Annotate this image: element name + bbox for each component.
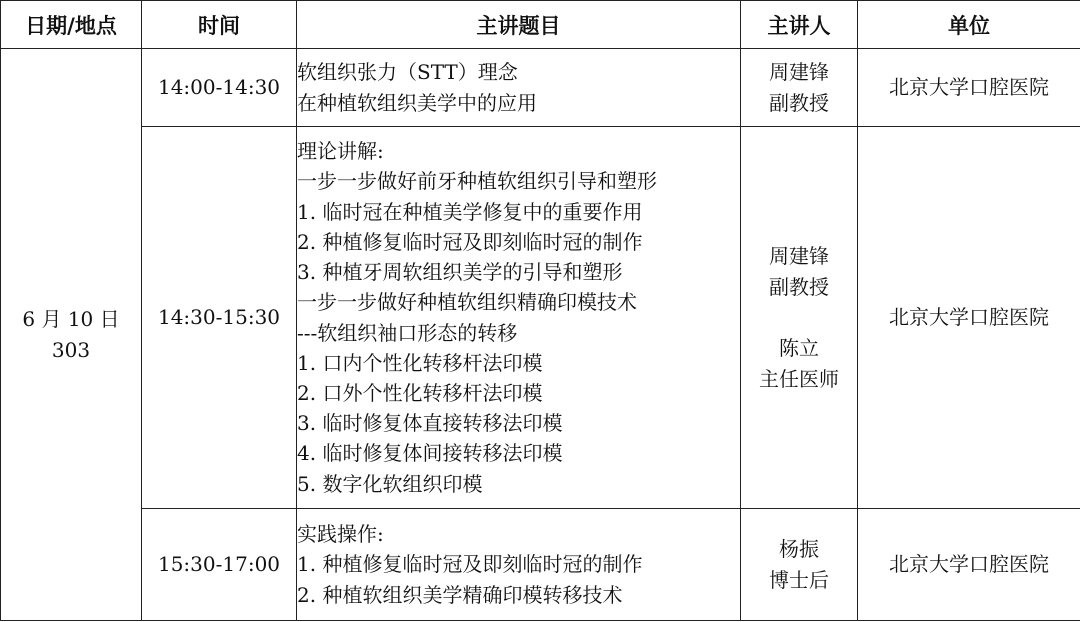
header-time: 时间	[142, 1, 297, 49]
topic-line: 1. 口内个性化转移杆法印模	[297, 350, 543, 375]
speaker-name: 陈立	[779, 335, 819, 360]
topic-line: ---软组织袖口形态的转移	[297, 320, 518, 345]
speaker-title: 主任医师	[759, 366, 839, 391]
speaker-title: 副教授	[769, 90, 829, 115]
speaker-title: 副教授	[769, 274, 829, 299]
speaker-title: 博士后	[769, 567, 829, 592]
topic-cell	[297, 49, 741, 127]
date-place-cell	[1, 49, 142, 621]
speaker-name: 周建锋	[769, 59, 829, 84]
session-row	[1, 49, 1080, 127]
topic-line: 3. 临时修复体直接转移法印模	[297, 411, 563, 436]
header-unit: 单位	[858, 1, 1080, 49]
speaker-name: 周建锋	[769, 243, 829, 268]
date-text: 6 月 10 日	[22, 306, 120, 331]
session-row	[1, 509, 1080, 621]
topic-line: 理论讲解:	[297, 139, 384, 164]
time-cell: 15:30-17:00	[142, 509, 297, 621]
topic-line: 1. 种植修复临时冠及即刻临时冠的制作	[297, 552, 643, 577]
topic-line: 软组织张力（STT）理念	[297, 60, 518, 85]
speaker-cell	[741, 49, 858, 127]
topic-line: 4. 临时修复体间接转移法印模	[297, 441, 563, 466]
topic-line: 一步一步做好种植软组织精确印模技术	[297, 290, 637, 315]
header-row	[1, 1, 1080, 49]
unit-cell: 北京大学口腔医院	[858, 49, 1080, 127]
topic-line: 1. 临时冠在种植美学修复中的重要作用	[297, 199, 643, 224]
header-date-place: 日期/地点	[1, 1, 142, 49]
time-cell: 14:00-14:30	[142, 49, 297, 127]
topic-cell	[297, 127, 741, 509]
speaker-cell	[741, 509, 858, 621]
speaker-spacer	[741, 303, 857, 333]
topic-line: 一步一步做好前牙种植软组织引导和塑形	[297, 169, 657, 194]
topic-line: 2. 种植修复临时冠及即刻临时冠的制作	[297, 229, 643, 254]
topic-line: 5. 数字化软组织印模	[297, 471, 483, 496]
topic-line: 在种植软组织美学中的应用	[297, 90, 537, 115]
speaker-cell	[741, 127, 858, 509]
topic-line: 2. 口外个性化转移杆法印模	[297, 380, 543, 405]
topic-line: 3. 种植牙周软组织美学的引导和塑形	[297, 260, 623, 285]
room-text: 303	[51, 337, 91, 362]
topic-cell	[297, 509, 741, 621]
speaker-name: 杨振	[779, 536, 819, 561]
unit-cell: 北京大学口腔医院	[858, 509, 1080, 621]
header-topic: 主讲题目	[297, 1, 741, 49]
topic-line: 2. 种植软组织美学精确印模转移技术	[297, 582, 623, 607]
unit-cell: 北京大学口腔医院	[858, 127, 1080, 509]
session-row	[1, 127, 1080, 509]
header-speaker: 主讲人	[741, 1, 858, 49]
time-cell: 14:30-15:30	[142, 127, 297, 509]
topic-line: 实践操作:	[297, 522, 384, 547]
